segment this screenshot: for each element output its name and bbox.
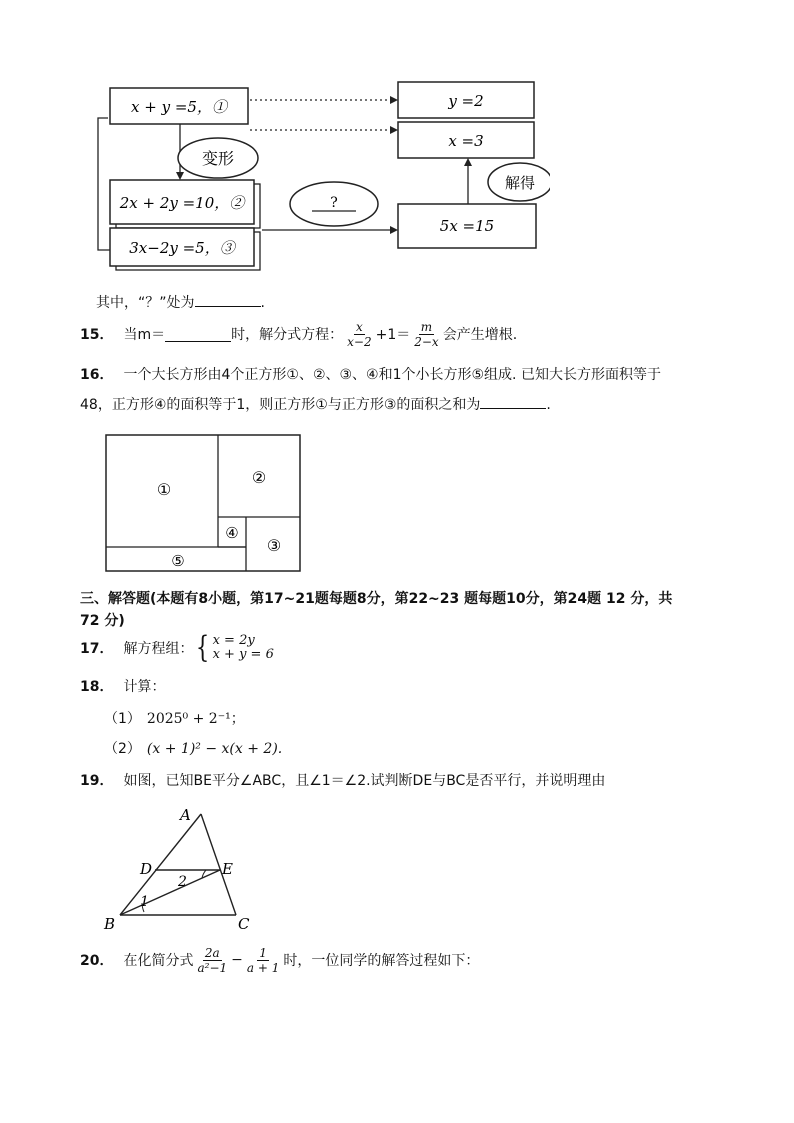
- q20-fraction-2: $\frac{1}{a + 1}$: [246, 945, 280, 975]
- point-D: D: [140, 860, 153, 878]
- point-C: C: [238, 915, 250, 933]
- q15-plus: +1＝: [375, 327, 411, 343]
- angle-1-label: 1: [140, 894, 149, 910]
- point-E: E: [222, 860, 233, 878]
- q15-fraction-1: $\frac{x}{x-2}$: [347, 319, 372, 349]
- angle-2-label: 2: [178, 874, 187, 890]
- q14-tail: 其中，“？”处为 .: [96, 292, 265, 312]
- flow-diagram: [90, 78, 550, 278]
- q18: 18． 计算：: [80, 679, 166, 695]
- rectangle-diagram: [104, 433, 304, 575]
- q16-line2: 48，正方形④的面积等于1，则正方形①与正方形③的面积之和为 .: [80, 394, 551, 414]
- q15-answer-blank[interactable]: [165, 327, 231, 342]
- q16-number: 16．: [80, 367, 114, 383]
- square-1-label: ①: [156, 480, 172, 499]
- square-2-label: ②: [251, 468, 267, 487]
- square-4-label: ④: [225, 524, 239, 542]
- brace-icon: {: [196, 630, 210, 665]
- rectangle-5-label: ⑤: [171, 552, 185, 570]
- section3-heading-line1: 三、解答题(本题有8小题，第17~21题每题8分，第22~23 题每题10分，第24题 12 分，共: [80, 591, 673, 607]
- q20-number: 20．: [80, 953, 114, 969]
- q17-system: x = 2y x + y = 6: [212, 633, 274, 662]
- point-B: B: [104, 915, 116, 933]
- q20: 20． 在化简分式 $\frac{2a}{\text{a²−1}}$ − $\frac{1}{a + 1}$ 时，一位同学的解答过程如下：: [80, 945, 480, 975]
- q17: 17． 解方程组： { x = 2y x + y = 6: [80, 630, 274, 665]
- q15-fraction-2: $\frac{m}{2-x}$: [414, 319, 439, 349]
- oval-transform-text: 变形: [201, 149, 235, 168]
- q15: [80, 318, 517, 350]
- q16-line1: 16． 一个大长方形由4个正方形①、②、③、④和1个小长方形⑤组成. 已知大长方形面积等于: [80, 367, 661, 383]
- q19-number: 19．: [80, 773, 114, 789]
- q15-mid: 时，解分式方程：: [231, 327, 344, 343]
- oval-question-text: ?: [330, 195, 338, 211]
- q18-part2: （2） (x + 1)² − x(x + 2).: [104, 741, 283, 757]
- point-A: A: [180, 806, 191, 824]
- q20-fraction-1: $\frac{2a}{\text{a²−1}}$: [197, 945, 228, 975]
- q15-number: 15．: [80, 327, 114, 343]
- eq1-text: x + y =5，①: [131, 98, 227, 116]
- q18-part1: （1） 2025⁰ + 2⁻¹；: [104, 711, 245, 727]
- res-y-text: y =2: [448, 92, 484, 110]
- eq2-text: 2x + 2y =10，②: [119, 194, 245, 212]
- q16-answer-blank[interactable]: [480, 394, 546, 409]
- section3-heading-line2: 72 分): [80, 613, 125, 629]
- q19: 19． 如图，已知BE平分∠ABC，且∠1＝∠2.试判断DE与BC是否平行，并说明理由: [80, 773, 606, 789]
- q18-number: 18．: [80, 679, 114, 695]
- q15-pre: 当m＝: [123, 327, 166, 343]
- q17-number: 17．: [80, 641, 114, 657]
- res-x-text: x =3: [448, 132, 484, 150]
- q15-post: 会产生增根.: [442, 327, 518, 343]
- q14-answer-blank[interactable]: [195, 292, 261, 307]
- oval-solve-text: 解得: [504, 174, 536, 192]
- triangle-diagram: [98, 800, 268, 935]
- res-5x-text: 5x =15: [439, 217, 495, 235]
- square-3-label: ③: [266, 536, 282, 555]
- eq3-text: 3x−2y =5，③: [129, 239, 235, 257]
